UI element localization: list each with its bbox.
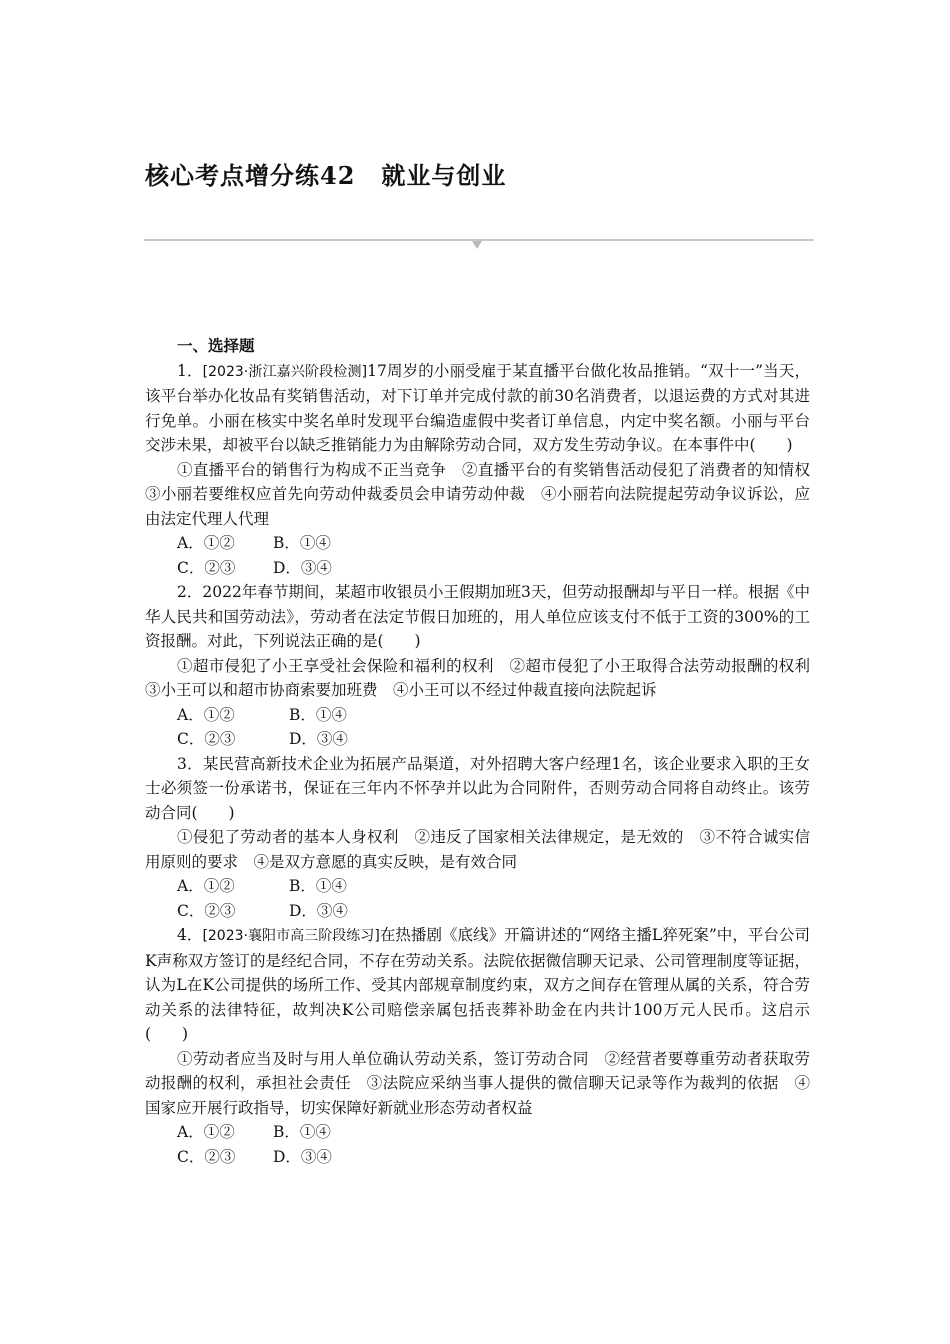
question-2-stem: 2．2022年春节期间，某超市收银员小王假期加班3天，但劳动报酬却与平日一样。根据《中华人民共和国劳动法》，劳动者在法定节假日加班的，用人单位应该支付不低于工资的300%的工资报酬。对此，下列说法正确的是( ) [145,583,810,650]
question-1-options-row-1 [145,531,810,556]
option-a[interactable]: A．①② [177,705,235,724]
option-a[interactable]: A．①② [177,1123,235,1141]
question-1-source: [2023·浙江嘉兴阶段检测] [202,363,368,380]
option-b[interactable]: B．①④ [289,705,347,724]
divider-arrow-icon [472,241,482,249]
option-d[interactable]: D．③④ [273,558,332,577]
question-4-source: [2023·襄阳市高三阶段练习] [202,928,380,944]
option-d[interactable]: D．③④ [273,1147,332,1166]
option-a[interactable]: A．①② [177,877,235,895]
question-2-options-row-1 [145,703,810,728]
page-title [145,156,506,191]
option-d[interactable]: D．③④ [289,730,348,748]
option-c[interactable]: C．②③ [177,558,236,577]
option-b[interactable]: B．①④ [273,1123,331,1141]
question-4-options-row-1 [145,1120,810,1145]
option-b[interactable]: B．①④ [273,534,331,552]
option-b[interactable]: B．①④ [289,877,347,895]
option-c[interactable]: C．②③ [177,1147,236,1166]
question-4-options-row-2 [145,1145,810,1170]
question-3-options-row-2 [145,899,810,924]
question-1-statements: ①直播平台的销售行为构成不正当竞争 ②直播平台的有奖销售活动侵犯了消费者的知情权 ③小丽若要维权应首先向劳动仲裁委员会申请劳动仲裁 ④小丽若向法院提起劳动争议诉讼，应由法定代理人代理 [145,460,826,528]
question-1-options-row-2 [145,556,810,581]
option-c[interactable]: C．②③ [177,730,236,748]
question-3-statements: ①侵犯了劳动者的基本人身权利 ②违反了国家相关法律规定，是无效的 ③不符合诚实信用原则的要求 ④是双方意愿的真实反映，是有效合同 [145,828,810,871]
question-2-statements: ①超市侵犯了小王享受社会保险和福利的权利 ②超市侵犯了小王取得合法劳动报酬的权利 ③小王可以和超市协商索要加班费 ④小王可以不经过仲裁直接向法院起诉 [145,656,826,699]
question-1-stem: 1．[2023·浙江嘉兴阶段检测]17周岁的小丽受雇于某直播平台做化妆品推销。“双十一”当天，该平台举办化妆品有奖销售活动，对下订单并完成付款的前30名消费者，以退运费的方式对其进行免单。小丽在核实中奖名单时发现平台编造虚假中奖者订单信息，内定中奖名额。小丽与平台交涉未果，却被平台以缺乏推销能力为由解除劳动合同，双方发生劳动争议。在本事件中( ) [145,361,810,454]
document-body [145,334,826,1169]
question-2-options-row-2 [145,727,810,752]
title-topic: 就业与创业 [381,161,507,190]
question-3-options-row-1 [145,874,810,899]
question-4-stem: 4．[2023·襄阳市高三阶段练习]在热播剧《底线》开篇讲述的“网络主播L猝死案”中，平台公司K声称双方签订的是经纪合同，不存在劳动关系。法院依据微信聊天记录、公司管理制度等证据，认为L在K公司提供的场所工作、受其内部规章制度约束，双方之间存在管理从属的关系，符合劳动关系的法律特征，故判决K公司赔偿亲属包括丧葬补助金在内共计100万元人民币。这启示( ) [145,926,810,1043]
option-a[interactable]: A．①② [177,534,235,552]
question-4-statements: ①劳动者应当及时与用人单位确认劳动关系，签订劳动合同 ②经营者要尊重劳动者获取劳动报酬的权利，承担社会责任 ③法院应采纳当事人提供的微信聊天记录等作为裁判的依据 ④国家应开展行政指导，切实保障好新就业形态劳动者权益 [145,1049,810,1117]
option-c[interactable]: C．②③ [177,901,236,920]
question-3-stem: 3．某民营高新技术企业为拓展产品渠道，对外招聘大客户经理1名，该企业要求入职的王女士必须签一份承诺书，保证在三年内不怀孕并以此为合同附件，否则劳动合同将自动终止。该劳动合同( ) [145,754,810,822]
section-title: 一、选择题 [177,336,255,355]
option-d[interactable]: D．③④ [289,901,348,920]
title-number: 核心考点增分练42 [145,161,356,190]
